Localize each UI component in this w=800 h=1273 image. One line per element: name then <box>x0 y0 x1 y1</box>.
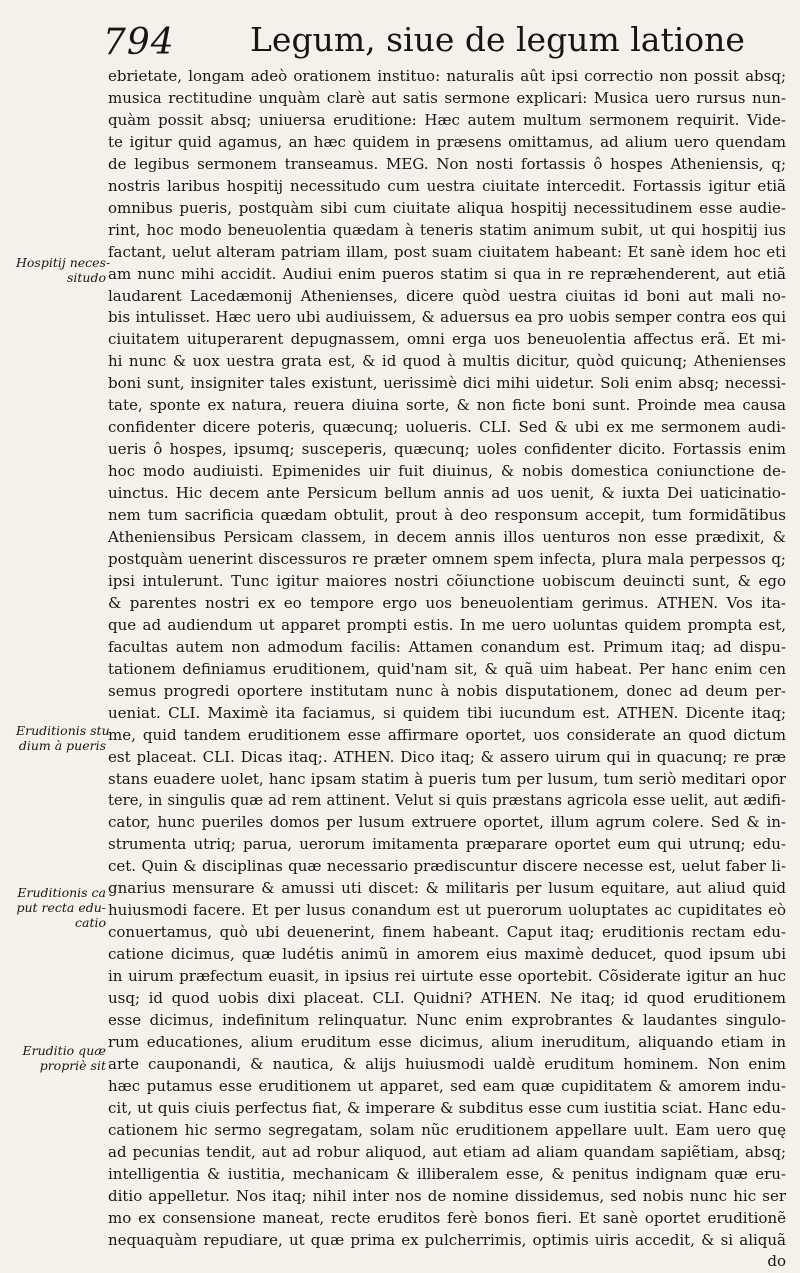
marginal-note-education-proper <box>16 1043 106 1073</box>
marginal-note-line: Eruditio quæ <box>22 1043 106 1058</box>
text-line: ditio appelletur. Nos itaq; nihil inter nos de nomine dissidemus, sed nobis nunc hic ser <box>108 1186 786 1205</box>
marginal-note-hospitality <box>16 255 111 285</box>
text-line: quàm possit absq; uniuersa eruditione: Hæc autem multum sermonem requirit. Vide- <box>108 110 786 129</box>
text-line: musica rectitudine unquàm clarè aut satis sermone explicari: Musica uero rursus nun- <box>108 88 786 107</box>
page-number: 794 <box>103 22 175 63</box>
body-text <box>108 66 786 1273</box>
text-line: ueniat. CLI. Maximè ita faciamus, si quidem tibi iucundum est. ATHEN. Dicente itaq; <box>108 703 786 722</box>
text-line: ueris ô hospes, ipsumq; susceperis, quæcunq; uoles confidenter dicito. Fortassis enim <box>108 440 786 459</box>
text-line: & parentes nostri ex eo tempore ergo uos beneuolentiam gerimus. ATHEN. Vos ita- <box>108 593 786 612</box>
text-line: conuertamus, quò ubi deuenerint, finem habeant. Caput itaq; eruditionis rectam edu- <box>108 923 786 942</box>
text-line: cationem hic sermo segregatam, solam nũc eruditionem appellare uult. Eam uero quę <box>108 1120 786 1139</box>
text-line: te igitur quid agamus, an hæc quidem in præsens omittamus, ad alium uero quendam <box>108 132 786 151</box>
text-line: est placeat. CLI. Dicas itaq;. ATHEN. Dico itaq; & assero uirum qui in quacunq; re præ <box>108 747 786 766</box>
text-line: omnibus pueris, postquàm sibi cum ciuitate aliqua hospitij necessitudinem esse audie- <box>108 198 786 217</box>
marginal-note-line: dium à pueris <box>18 738 106 753</box>
page-header <box>103 18 778 68</box>
text-line: ebrietate, longam adeò orationem instituo: naturalis aût ipsi correctio non possit absq; <box>108 67 786 85</box>
text-line: tate, sponte ex natura, reuera diuina sorte, & non ficte boni sunt. Proinde mea causa <box>108 396 786 415</box>
marginal-note-education-study <box>16 723 110 753</box>
text-line: hæc putamus esse eruditionem ut apparet, sed eam quæ cupiditatem & amorem indu- <box>108 1076 786 1095</box>
marginal-note-line: catio <box>75 915 106 930</box>
text-line: am nunc mihi accidit. Audiui enim pueros statim si qua in re repræhenderent, aut etiã <box>108 264 786 283</box>
text-line: in uirum præfectum euasit, in ipsius rei uirtute esse oportebit. Cõsiderate igitur an huc <box>108 967 786 986</box>
text-line: que ad audiendum ut apparet prompti estis. In me uero uoluntas quidem prompta est, <box>108 615 786 634</box>
text-line: Atheniensibus Persicam classem, in decem annis illos uenturos non esse prædixit, & <box>108 528 786 547</box>
text-line: arte cauponandi, & nautica, & alijs huiusmodi ualdè eruditum hominem. Non enim <box>108 1054 786 1073</box>
text-line: tere, in singulis quæ ad rem attinent. Velut si quis præstans agricola esse uelit, aut ædifi- <box>108 792 786 810</box>
text-line: cit, ut quis ciuis perfectus fiat, & imperare & subditus esse cum iustitia sciat. Hanc edu- <box>108 1098 786 1117</box>
text-line: ipsi intulerunt. Tunc igitur maiores nostri cõiunctione uobiscum deuincti sunt, & ego <box>108 571 786 590</box>
text-line: gnarius mensurare & amussi uti discet: & militaris per lusum equitare, aut aliud quid <box>108 879 786 898</box>
text-line: nostris laribus hospitij necessitudo cum uestra ciuitate intercedit. Fortassis igitur etiã <box>108 176 786 195</box>
text-line: huiusmodi facere. Et per lusus conandum est ut puerorum uoluptates ac cupiditates eò <box>108 901 786 920</box>
running-title: Legum, siue de legum latione <box>250 20 745 59</box>
text-line: postquàm uenerint discessuros re præter omnem spem infecta, plura mala perpessos q; <box>108 549 786 568</box>
marginal-note-line: put recta edu- <box>16 900 106 915</box>
text-line: confidenter dicere poteris, quæcunq; uolueris. CLI. Sed & ubi ex me sermonem audi- <box>108 418 786 437</box>
text-line: ad pecunias tendit, aut ad robur aliquod, aut etiam ad aliam quandam sapiẽtiam, absq; <box>108 1142 786 1161</box>
text-line: cator, hunc pueriles domos per lusum extruere oportet, illum agrum colere. Sed & in- <box>108 813 786 832</box>
marginal-note-line: propriè sit <box>39 1058 106 1073</box>
marginal-note-line: situdo <box>66 270 106 285</box>
text-line: hoc modo audiuisti. Epimenides uir fuit diuinus, & nobis domestica coniunctione de- <box>108 462 786 481</box>
text-line: esse dicimus, indefinitum relinquatur. Nunc enim exprobrantes & laudantes singulo- <box>108 1010 786 1029</box>
marginal-note-education-head <box>16 885 106 930</box>
text-line: ciuitatem uituperarent depugnassem, omni erga uos beneuolentia affectus erã. Et mi- <box>108 330 786 349</box>
text-line: intelligentia & iustitia, mechanicam & illiberalem esse, & penitus indignam quæ eru- <box>108 1164 786 1183</box>
text-line: boni sunt, insigniter tales existunt, uerissimè dici mihi uidetur. Soli enim absq; necessi- <box>108 374 786 393</box>
marginal-note-line: Hospitij neces- <box>16 255 111 270</box>
text-line: de legibus sermonem transeamus. MEG. Non nosti fortassis ô hospes Atheniensis, q; <box>108 154 786 173</box>
text-line: bis intulisset. Hæc uero ubi audiuissem, & aduersus ea pro uobis semper contra eos qui <box>108 308 786 327</box>
text-line: hi nunc & uox uestra grata est, & id quod à multis dicitur, quòd quicunq; Athenienses <box>108 352 786 371</box>
text-line: laudarent Lacedæmonij Athenienses, dicere quòd uestra ciuitas id boni aut mali no- <box>108 286 786 305</box>
text-line: stans euadere uolet, hanc ipsam statim à pueris tum per lusum, tum seriò meditari opor <box>108 769 786 788</box>
text-line: strumenta utriq; parua, uerorum imitamenta præparare oportet eum qui utrunq; edu- <box>108 835 786 854</box>
marginal-note-line: Eruditionis ca <box>17 885 106 900</box>
text-line: nem tum sacrificia quædam obtulit, prout à deo responsum accepit, tum formidãtibus <box>108 506 786 525</box>
text-line: catione dicimus, quæ ludétis animũ in amorem eius maximè deducet, quod ipsum ubi <box>108 945 786 964</box>
marginal-note-line: Eruditionis stu <box>16 723 110 738</box>
text-line: do <box>767 1252 786 1271</box>
text-line: rint, hoc modo beneuolentia quædam à teneris statim animum subit, ut qui hospitij ius <box>108 220 786 239</box>
text-line: usq; id quod uobis dixi placeat. CLI. Quidni? ATHEN. Ne itaq; id quod eruditionem <box>108 989 786 1008</box>
text-line: semus progredi oportere institutam nunc à nobis disputationem, donec ad deum per- <box>108 681 786 700</box>
text-line: uinctus. Hic decem ante Persicum bellum annis ad uos uenit, & iuxta Dei uaticinatio- <box>108 484 786 503</box>
text-line: factant, uelut alteram patriam illam, post suam ciuitatem habeant: Et sanè idem hoc eti <box>108 242 786 261</box>
text-line: nequaquàm repudiare, ut quæ prima ex pulcherrimis, optimis uiris accedit, & si aliquã <box>108 1230 786 1249</box>
text-line: me, quid tandem eruditionem esse affirmare oportet, uos considerate an quod dictum <box>108 725 786 744</box>
text-line: mo ex consensione maneat, recte eruditos ferè bonos fieri. Et sanè oportet eruditionẽ <box>108 1208 786 1227</box>
text-line: facultas autem non admodum facilis: Attamen conandum est. Primum itaq; ad dispu- <box>108 637 786 656</box>
text-line: cet. Quin & disciplinas quæ necessario prædiscuntur discere necesse est, uelut faber li- <box>108 857 786 876</box>
text-line: tationem definiamus eruditionem, quid'nam sit, & quã uim habeat. Per hanc enim cen <box>108 659 786 678</box>
text-line: rum educationes, alium eruditum esse dicimus, alium ineruditum, aliquando etiam in <box>108 1032 786 1051</box>
